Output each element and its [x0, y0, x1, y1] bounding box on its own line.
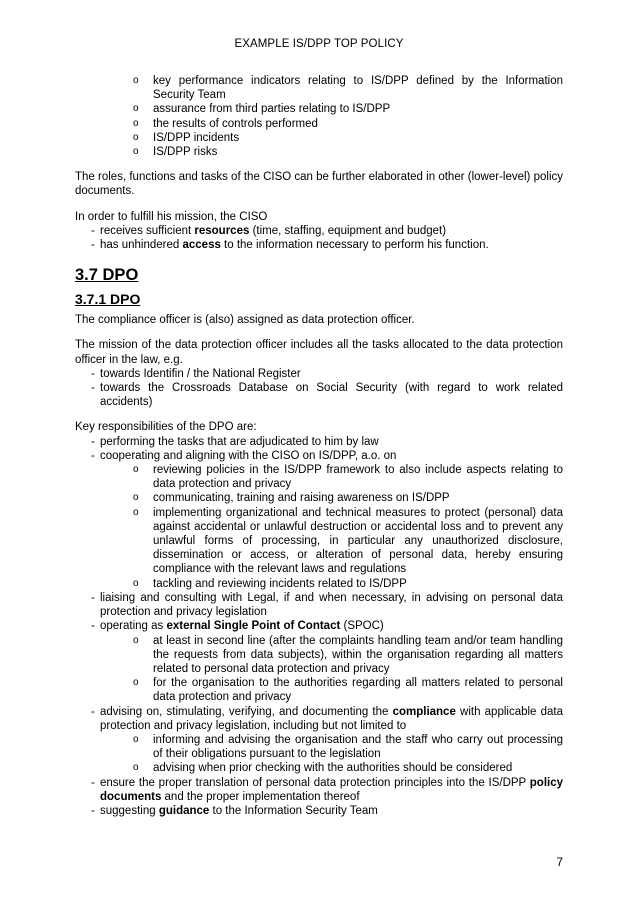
text-run: with applicable data protection and privacy legislation, including but not limited to [100, 705, 563, 732]
text-run: (SPOC) [340, 620, 384, 633]
circle-bullet: o [133, 492, 139, 504]
bold-term: guidance [158, 804, 210, 817]
text-run: ensure the proper translation of personal data protection principles into the IS/DPP [100, 776, 530, 789]
dash-bullet: - [91, 224, 95, 237]
list-item-text: implementing organizational and technical measures to protect (personal) data against accidental or unlawful destruction or accidental loss and to prevent any unlawful forms of processing, in particular any unauthorized disclosure, dissemination or access, or alteration of personal data, hereby ensuring compliance with the relevant laws and regulations [153, 506, 563, 576]
list-item-text: for the organisation to the authorities regarding all matters related to personal data protection and privacy [153, 677, 563, 704]
text-run: and the proper implementation thereof [161, 790, 360, 803]
list-item [75, 577, 563, 591]
list-item-text: cooperating and aligning with the CISO on IS/DPP, a.o. on [100, 449, 397, 462]
circle-bullet: o [133, 677, 139, 689]
list-item [75, 463, 563, 491]
bold-term: compliance [392, 705, 456, 718]
list-item-text: towards the Crossroads Database on Social Security (with regard to work related accidents) [100, 382, 563, 409]
list-item [75, 506, 563, 577]
dash-bullet: - [91, 591, 95, 604]
dash-bullet: - [91, 620, 95, 633]
bold-term: policy documents [100, 776, 563, 803]
page-header: EXAMPLE IS/DPP TOP POLICY [234, 38, 404, 50]
list-item [75, 804, 563, 818]
list-item-text: communicating, training and raising awareness on IS/DPP [153, 492, 450, 505]
list-item-text: at least in second line (after the complaints handling team and/or team handling the requests from data subjects), within the organisation regarding all matters related to personal data protection and privacy [153, 634, 563, 675]
circle-bullet: o [133, 103, 139, 115]
text-run: has unhindered [100, 239, 183, 252]
dash-bullet: - [91, 367, 95, 380]
list-item [75, 619, 563, 633]
list-item-text: the results of controls performed [153, 117, 318, 130]
text-run: operating as [100, 620, 167, 633]
circle-bullet: o [133, 733, 139, 745]
bold-term: resources [194, 224, 250, 237]
list-item-text: performing the tasks that are adjudicated to him by law [100, 435, 379, 448]
list-item [75, 761, 563, 775]
circle-bullet: o [133, 634, 139, 646]
compliance-paragraph: The compliance officer is (also) assigned as data protection officer. [75, 314, 415, 327]
text-run: suggesting [100, 804, 159, 817]
circle-bullet: o [133, 117, 139, 129]
list-item [75, 145, 563, 159]
circle-bullet: o [133, 146, 139, 158]
dash-bullet: - [91, 449, 95, 462]
dash-bullet: - [91, 382, 95, 395]
circle-bullet: o [133, 577, 139, 589]
bold-term: external Single Point of Contact [166, 620, 341, 633]
list-item [75, 591, 563, 619]
circle-bullet: o [133, 506, 139, 518]
list-item [75, 435, 563, 449]
list-item-text: tackling and reviewing incidents related to IS/DPP [153, 577, 407, 590]
list-item [75, 733, 563, 761]
dash-bullet: - [91, 239, 95, 252]
text-run: to the Information Security Team [209, 804, 378, 817]
list-item [75, 117, 563, 131]
list-item-text: liaising and consulting with Legal, if and when necessary, in advising on personal data protection and privacy legislation [100, 591, 563, 619]
list-item [75, 367, 563, 381]
mission-intro: In order to fulfill his mission, the CISO [75, 210, 268, 223]
dpo-mission-paragraph: The mission of the data protection officer includes all the tasks allocated to the data protection officer in the law, e.g. [75, 339, 563, 366]
list-item-text: towards Identifin / the National Register [100, 367, 301, 380]
page-number: 7 [556, 855, 563, 869]
circle-bullet: o [133, 75, 139, 86]
list-item [75, 224, 563, 238]
text-run: (time, staffing, equipment and budget) [249, 224, 447, 237]
list-item-text: IS/DPP risks [153, 146, 218, 159]
dash-bullet: - [91, 705, 95, 718]
list-item [75, 776, 563, 804]
circle-bullet: o [133, 131, 139, 143]
section-heading: 3.7 DPO [75, 266, 139, 285]
dash-bullet: - [91, 804, 95, 817]
text-run: advising on, stimulating, verifying, and documenting the [100, 705, 393, 718]
text-run: receives sufficient [100, 224, 195, 237]
list-item-text: informing and advising the organisation and the staff who carry out processing of their obligations pursuant to the legislation [153, 733, 563, 761]
list-item [75, 381, 563, 409]
list-item [75, 449, 563, 463]
list-item [75, 74, 563, 102]
subsection-heading: 3.7.1 DPO [75, 291, 141, 308]
list-item-text: assurance from third parties relating to IS/DPP [153, 103, 391, 116]
dash-bullet: - [91, 435, 95, 448]
list-item [75, 634, 563, 677]
roles-paragraph: The roles, functions and tasks of the CISO can be further elaborated in other (lower-level) policy documents. [75, 171, 563, 198]
list-item [75, 238, 563, 252]
list-item [75, 131, 563, 145]
dash-bullet: - [91, 776, 95, 789]
list-item-text: key performance indicators relating to IS/DPP defined by the Information Security Team [153, 75, 563, 102]
circle-bullet: o [133, 762, 139, 774]
list-item [75, 102, 563, 116]
circle-bullet: o [133, 464, 139, 476]
text-run: to the information necessary to perform his function. [220, 239, 489, 252]
list-item-text: reviewing policies in the IS/DPP framework to also include aspects relating to data protection and privacy [153, 464, 563, 491]
page-content [75, 74, 563, 818]
key-responsibilities-intro: Key responsibilities of the DPO are: [75, 421, 257, 434]
list-item-text: advising when prior checking with the authorities should be considered [153, 762, 513, 775]
list-item [75, 705, 563, 733]
list-item-text: IS/DPP incidents [153, 131, 240, 144]
list-item [75, 676, 563, 704]
bold-term: access [182, 239, 221, 252]
list-item [75, 491, 563, 505]
